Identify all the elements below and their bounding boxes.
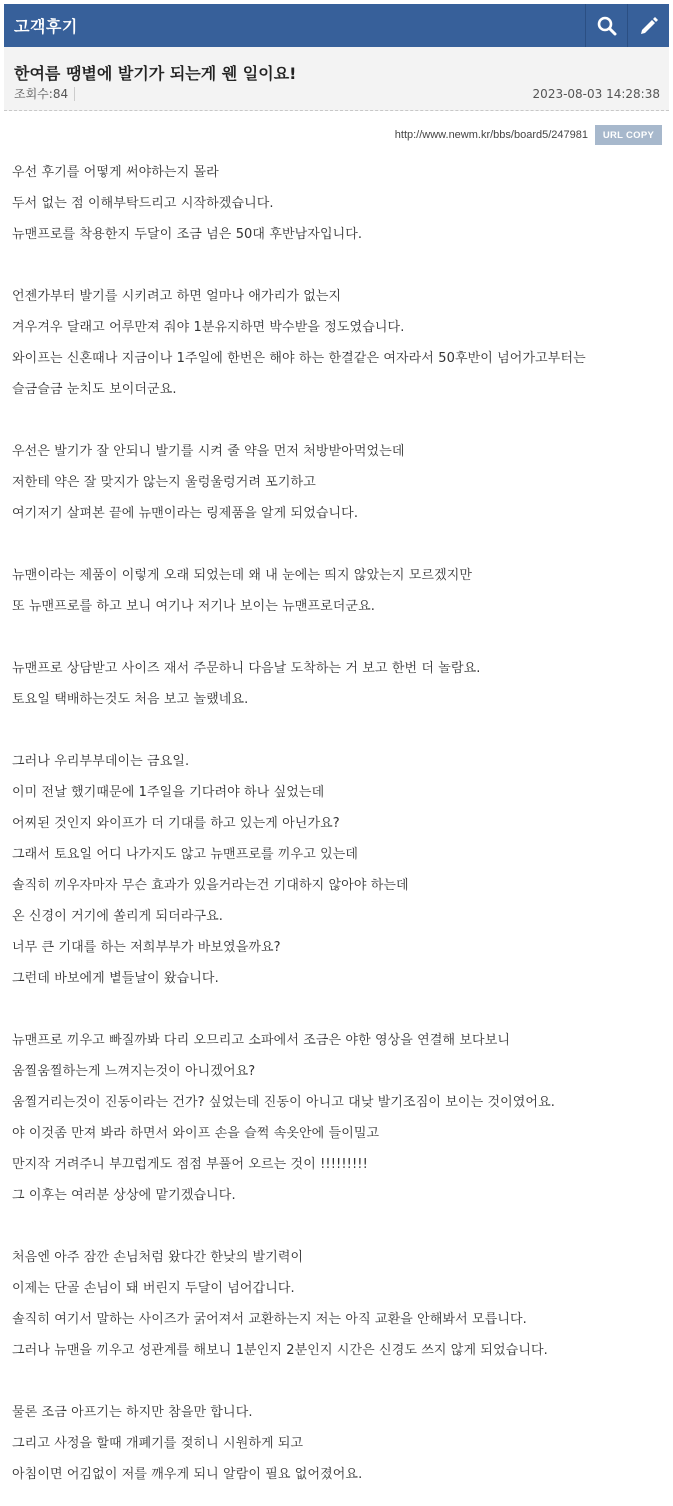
body-line: 너무 큰 기대를 하는 저희부부가 바보였을까요? bbox=[12, 940, 281, 955]
body-line: 그리고 사정을 할때 개폐기를 젖히니 시원하게 되고 bbox=[12, 1436, 304, 1451]
body-line: 움찔움찔하는게 느껴지는것이 아니겠어요? bbox=[12, 1064, 256, 1079]
body-line: 겨우겨우 달래고 어루만져 줘야 1분유지하면 박수받을 정도였습니다. bbox=[12, 320, 405, 335]
body-line: 슬금슬금 눈치도 보이더군요. bbox=[12, 382, 177, 397]
pencil-icon bbox=[639, 16, 659, 36]
body-line: 그런데 바보에게 볕들날이 왔습니다. bbox=[12, 971, 219, 986]
body-line: 와이프는 신혼때나 지금이나 1주일에 한번은 해야 하는 한결같은 여자라서 50후반이 넘어가고부터는 bbox=[12, 351, 586, 366]
body-line: 어찌된 것인지 와이프가 더 기대를 하고 있는게 아닌가요? bbox=[12, 816, 340, 831]
body-line: 또 뉴맨프로를 하고 보니 여기나 저기나 보이는 뉴맨프로더군요. bbox=[12, 599, 375, 614]
body-line: 솔직히 여기서 말하는 사이즈가 굵어져서 교환하는지 저는 아직 교환을 안해봐서 모릅니다. bbox=[12, 1312, 527, 1327]
body-line: 물론 조금 아프기는 하지만 참을만 합니다. bbox=[12, 1405, 253, 1420]
body-line: 이미 전날 했기때문에 1주일을 기다려야 하나 싶었는데 bbox=[12, 785, 325, 800]
search-button[interactable] bbox=[585, 4, 627, 47]
body-line: 뉴맨이라는 제품이 이렇게 오래 되었는데 왜 내 눈에는 띄지 않았는지 모르겠지만 bbox=[12, 568, 473, 583]
url-row bbox=[395, 125, 662, 145]
post-title: 한여름 땡볕에 발기가 되는게 웬 일이요! bbox=[14, 64, 297, 83]
page-title: 고객후기 bbox=[14, 17, 78, 36]
body-line: 언젠가부터 발기를 시키려고 하면 얼마나 애가리가 없는지 bbox=[12, 289, 342, 304]
body-line: 아침이면 어김없이 저를 깨우게 되니 알람이 필요 없어졌어요. bbox=[12, 1467, 363, 1482]
write-button[interactable] bbox=[627, 4, 669, 47]
body-line: 이제는 단골 손님이 돼 버린지 두달이 넘어갑니다. bbox=[12, 1281, 295, 1296]
body-line: 만지작 거려주니 부끄럽게도 점점 부풀어 오르는 것이 !!!!!!!!! bbox=[12, 1157, 368, 1172]
body-line: 여기저기 살펴본 끝에 뉴맨이라는 링제품을 알게 되었습니다. bbox=[12, 506, 359, 521]
body-line: 저한테 약은 잘 맞지가 않는지 울렁울렁거려 포기하고 bbox=[12, 475, 316, 490]
body-line: 야 이것좀 만져 봐라 하면서 와이프 손을 슬쩍 속옷안에 들이밀고 bbox=[12, 1126, 380, 1141]
body-line: 토요일 택배하는것도 처음 보고 놀랬네요. bbox=[12, 692, 249, 707]
post-header bbox=[4, 47, 669, 111]
search-icon bbox=[597, 16, 617, 36]
body-line: 그러나 뉴맨을 끼우고 성관계를 해보니 1분인지 2분인지 시간은 신경도 쓰지 않게 되었습니다. bbox=[12, 1343, 548, 1358]
body-line: 그러나 우리부부데이는 금요일. bbox=[12, 754, 190, 769]
body-line: 그래서 토요일 어디 나가지도 않고 뉴맨프로를 끼우고 있는데 bbox=[12, 847, 359, 862]
body-line: 온 신경이 거기에 쏠리게 되더라구요. bbox=[12, 909, 224, 924]
body-line: 우선 후기를 어떻게 써야하는지 몰라 bbox=[12, 165, 219, 180]
body-line: 두서 없는 점 이해부탁드리고 시작하겠습니다. bbox=[12, 196, 274, 211]
body-line: 솔직히 끼우자마자 무슨 효과가 있을거라는건 기대하지 않아야 하는데 bbox=[12, 878, 409, 893]
post-url: http://www.newm.kr/bbs/board5/247981 bbox=[394, 129, 588, 141]
body-line: 뉴맨프로 끼우고 빠질까봐 다리 오므리고 소파에서 조금은 야한 영상을 연결해 보다보니 bbox=[12, 1033, 511, 1048]
body-line: 우선은 발기가 잘 안되니 발기를 시켜 줄 약을 먼저 처방받아먹었는데 bbox=[12, 444, 405, 459]
body-line: 처음엔 아주 잠깐 손님처럼 왔다간 한낮의 발기력이 bbox=[12, 1250, 304, 1265]
body-line: 뉴맨프로 상담받고 사이즈 재서 주문하니 다음날 도착하는 거 보고 한번 더 놀람요. bbox=[12, 661, 481, 676]
top-bar bbox=[4, 4, 669, 47]
body-line: 움찔거리는것이 진동이라는 건가? 싶었는데 진동이 아니고 대낮 발기조짐이 보이는 것이였어요. bbox=[12, 1095, 555, 1110]
post-date: 2023-08-03 14:28:38 bbox=[532, 87, 660, 101]
view-count: 조회수:84 bbox=[14, 87, 75, 101]
body-line: 뉴맨프로를 착용한지 두달이 조금 넘은 50대 후반남자입니다. bbox=[12, 227, 363, 242]
body-line: 그 이후는 여러분 상상에 맡기겠습니다. bbox=[12, 1188, 236, 1203]
url-copy-button[interactable]: URL COPY bbox=[595, 125, 662, 145]
